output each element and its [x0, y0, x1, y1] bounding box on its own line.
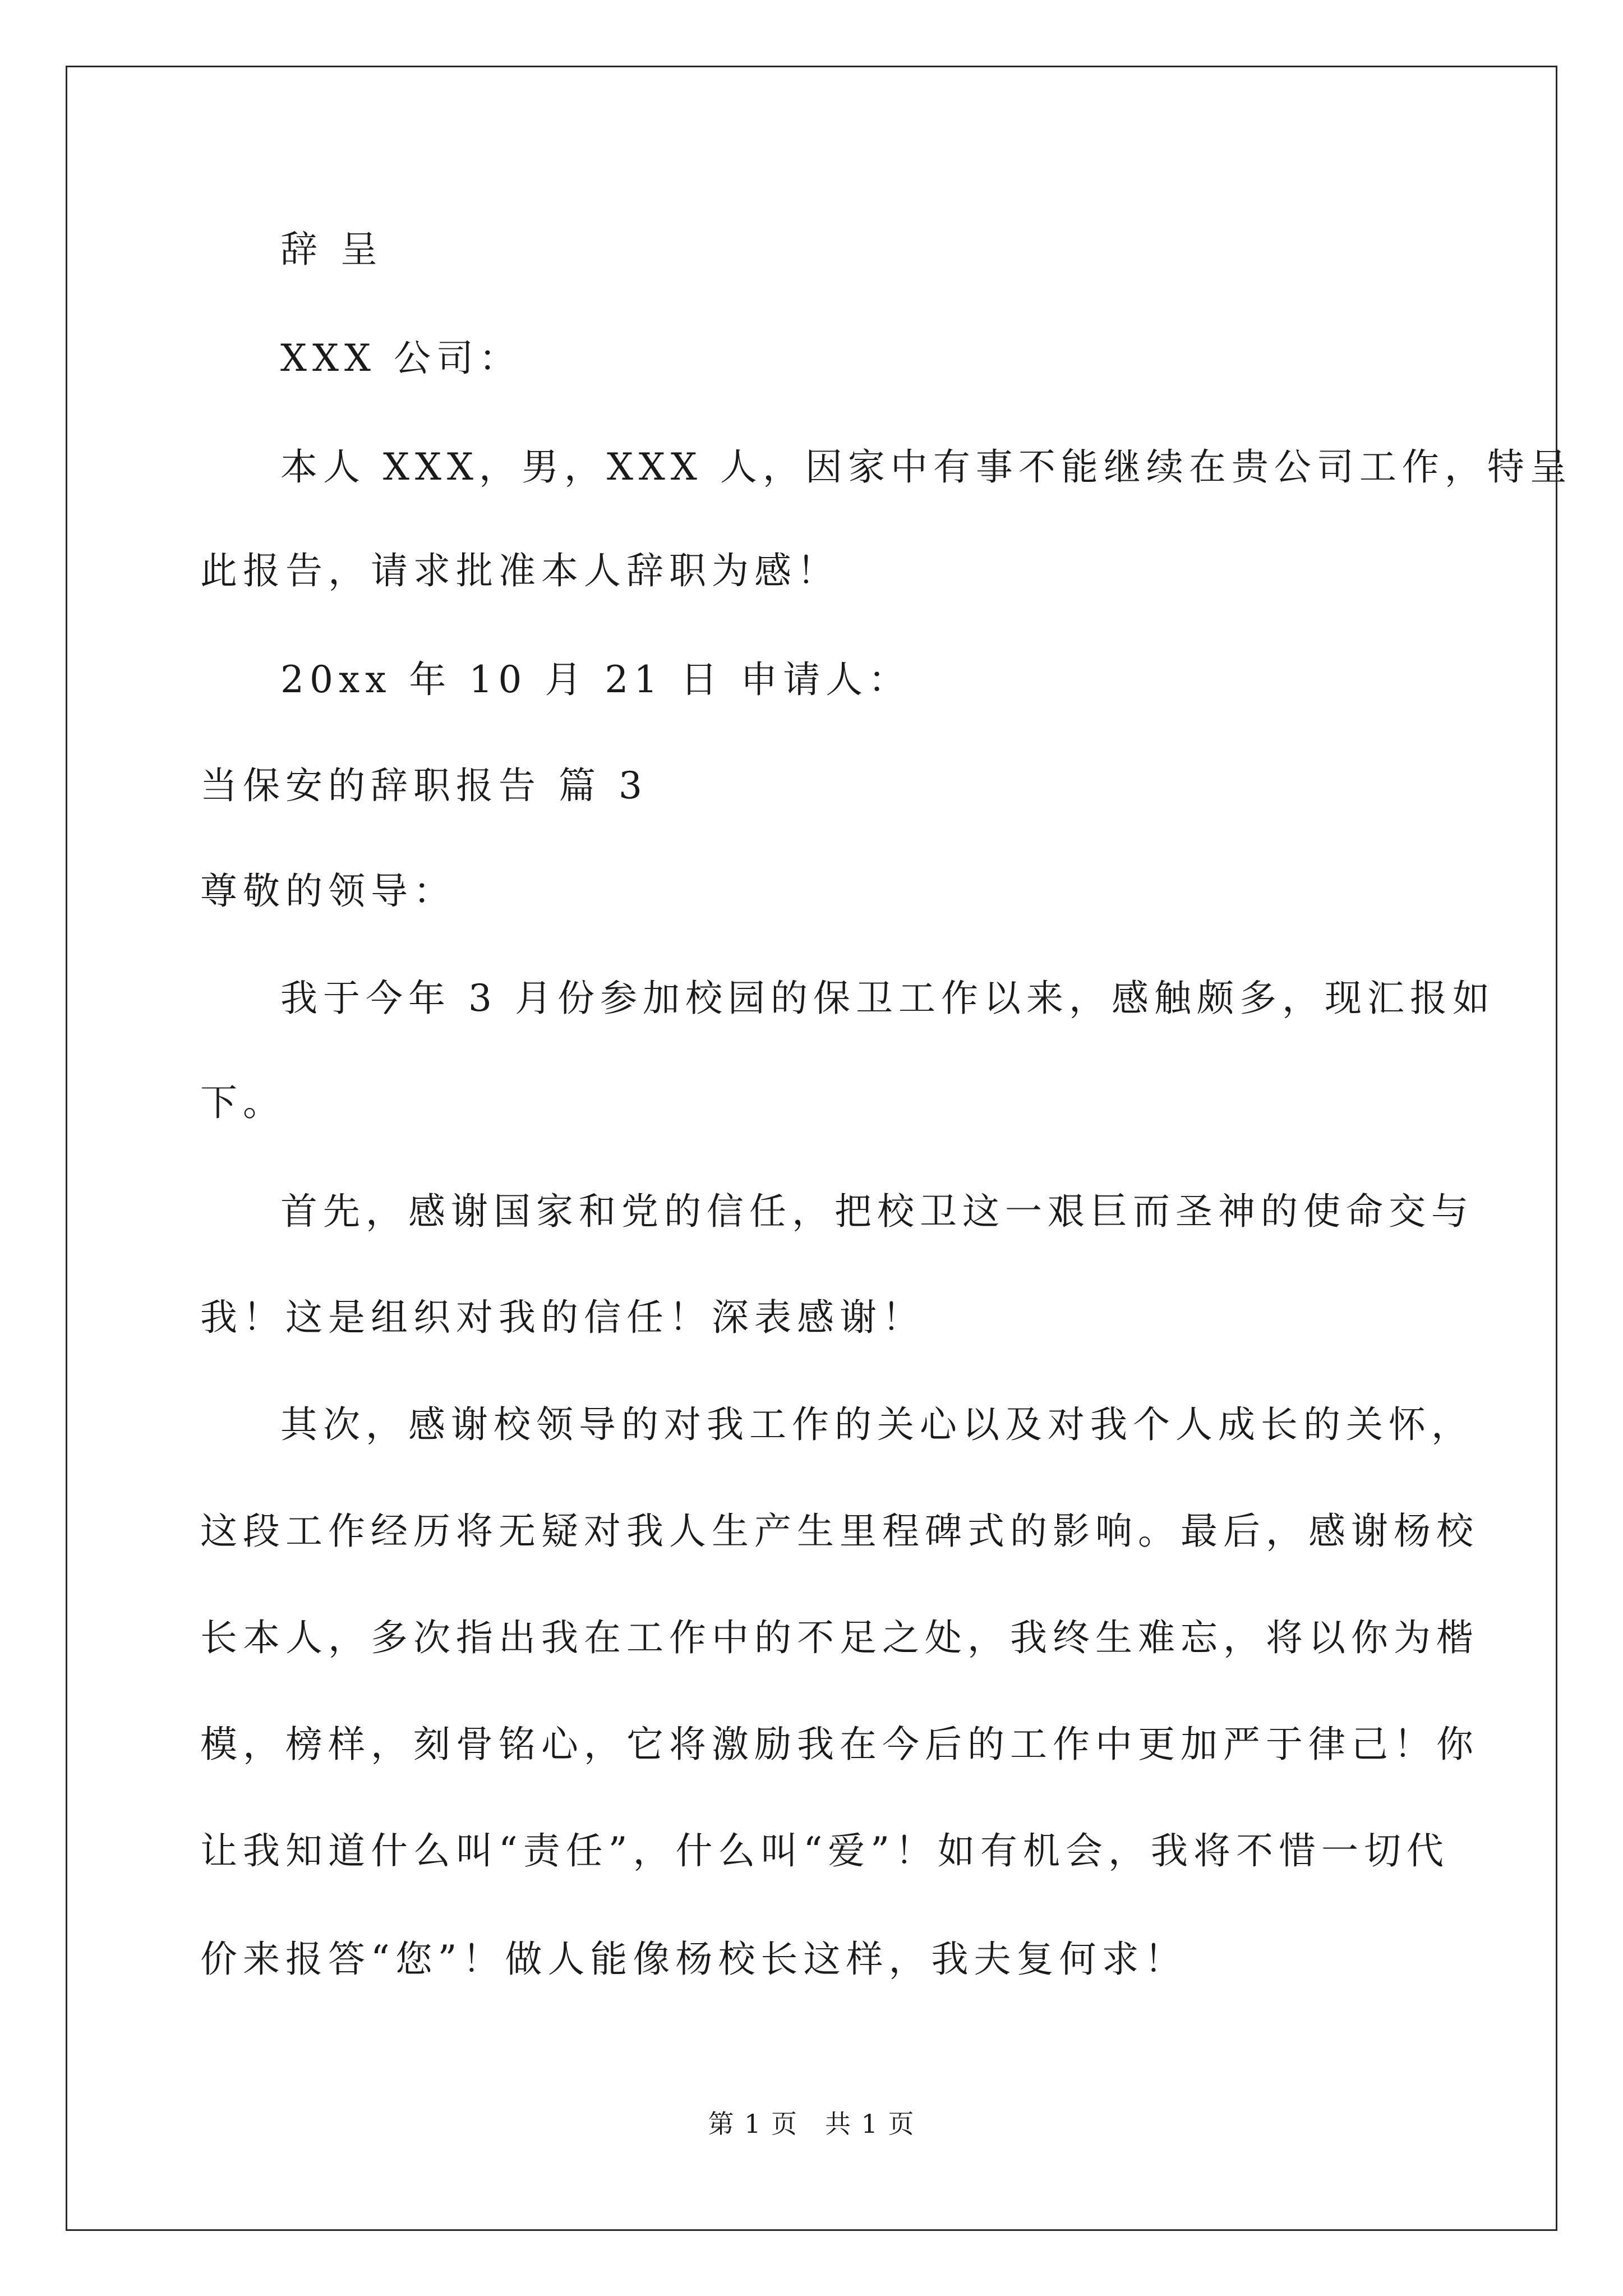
paragraph-line: 此报告，请求批准本人辞职为感！	[200, 549, 840, 592]
paragraph-line: 下。	[200, 1081, 285, 1124]
page-border	[66, 66, 1557, 2231]
salutation-line: 尊敬的领导：	[200, 869, 456, 913]
resignation-heading: 辞 呈	[280, 228, 383, 271]
paragraph-line: 价来报答“您”！做人能像杨校长这样，我夫复何求！	[200, 1938, 1187, 1981]
paragraph-line: 首先，感谢国家和党的信任，把校卫这一艰巨而圣神的使命交与	[280, 1190, 1474, 1233]
date-signature-line: 20xx 年 10 月 21 日 申请人：	[280, 658, 911, 701]
paragraph-line: 长本人，多次指出我在工作中的不足之处，我终生难忘，将以你为楷	[200, 1616, 1479, 1659]
paragraph-line: 让我知道什么叫“责任”，什么叫“爱”！如有机会，我将不惜一切代	[200, 1829, 1449, 1872]
paragraph-line: 这段工作经历将无疑对我人生产生里程碑式的影响。最后，感谢杨校	[200, 1510, 1479, 1553]
addressee-line: XXX 公司：	[280, 337, 522, 380]
paragraph-line: 其次，感谢校领导的对我工作的关心以及对我个人成长的关怀，	[280, 1403, 1474, 1446]
paragraph-line: 本人 XXX，男，XXX 人，因家中有事不能继续在贵公司工作，特呈	[280, 445, 1573, 489]
paragraph-line: 我！这是组织对我的信任！深表感谢！	[200, 1296, 925, 1339]
paragraph-line: 模，榜样，刻骨铭心，它将激励我在今后的工作中更加严于律己！你	[200, 1723, 1479, 1766]
page-number-footer: 第 1 页 共 1 页	[708, 2109, 915, 2139]
paragraph-line: 我于今年 3 月份参加校园的保卫工作以来，感触颇多，现汇报如	[280, 977, 1495, 1020]
section-title: 当保安的辞职报告 篇 3	[200, 764, 648, 807]
